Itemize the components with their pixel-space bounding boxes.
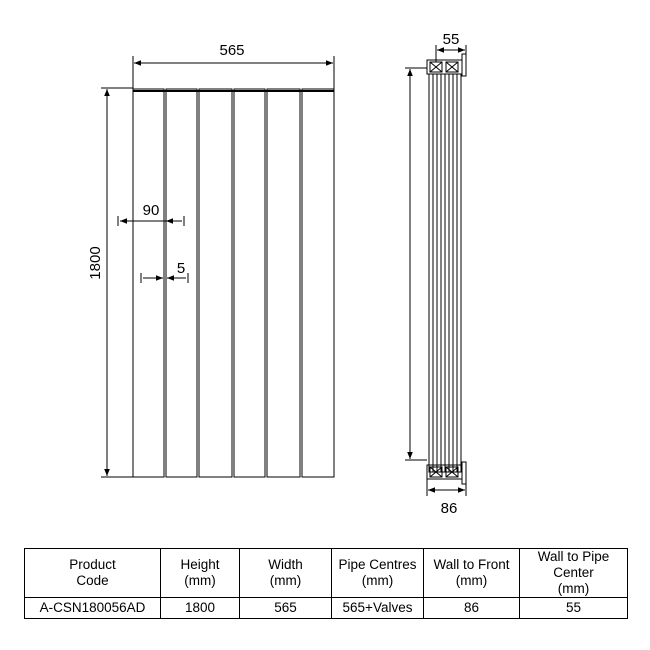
top-dimension-label: 55 [442,31,460,48]
header-wall-to-front: Wall to Front (mm) [424,549,520,598]
cell-wall-to-pipe-center: 55 [520,598,628,619]
bottom-bracket [427,462,466,484]
side-view [405,31,466,517]
table-row [25,598,628,619]
radiator-columns [133,89,334,477]
spec-table [24,548,628,619]
cell-height: 1800 [161,598,240,619]
column-6 [302,89,334,477]
header-pipe-centres: Pipe Centres (mm) [332,549,424,598]
header-height: Height (mm) [161,549,240,598]
bottom-dimension-label: 86 [440,500,458,517]
cell-product-code: A-CSN180056AD [25,598,161,619]
table-header-row [25,549,628,598]
top-bracket [427,54,466,76]
column-1 [133,89,164,477]
column-3 [199,89,232,477]
column-5 [267,89,300,477]
front-view [87,42,334,477]
column-4 [234,89,265,477]
gap-label: 5 [176,260,186,277]
radiator-profile [429,74,461,472]
header-width: Width (mm) [240,549,332,598]
cell-wall-to-front: 86 [424,598,520,619]
bottom-dimension [427,479,466,496]
column-width-label: 90 [142,202,160,219]
cell-pipe-centres: 565+Valves [332,598,424,619]
cell-width: 565 [240,598,332,619]
header-product-code: Product Code [25,549,161,598]
header-wall-to-pipe-center: Wall to Pipe Center (mm) [520,549,628,598]
width-dimension [133,56,334,89]
column-2 [166,89,197,477]
height-label: 1800 [87,246,104,280]
width-label: 565 [219,42,245,59]
height-dimension [101,88,133,477]
side-height-dimension [405,68,427,460]
